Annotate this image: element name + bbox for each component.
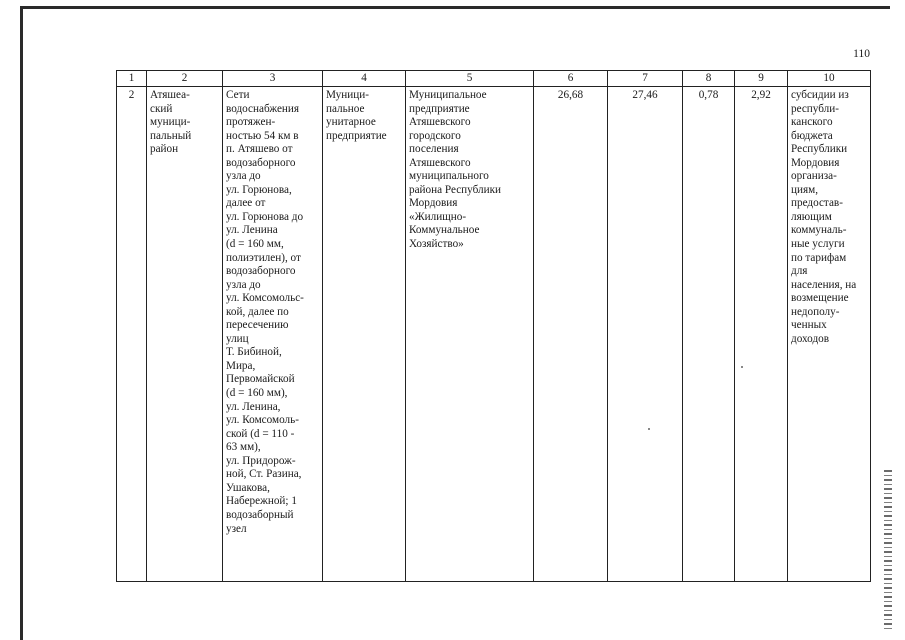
cell-text-line: возмещение	[791, 292, 849, 305]
cell-text-line: ченных	[791, 319, 827, 332]
cell-text-line: субсидии из	[791, 89, 849, 101]
cell-text-line: ул. Горюнова,	[226, 183, 292, 196]
cell-text-line: улиц	[226, 332, 249, 345]
cell-text-line: район	[150, 143, 179, 156]
cell-text-line: (d = 160 мм,	[226, 238, 284, 251]
cell-text-line: муници-	[150, 116, 191, 129]
cell-text-line: ул. Комсомольс-	[226, 292, 304, 305]
cell-text-line: далее от	[226, 197, 266, 210]
cell-text-line: (d = 160 мм),	[226, 387, 288, 400]
cell-text-line: Атяшеа-	[150, 89, 190, 101]
cell-text-line: узла до	[226, 278, 261, 291]
table-row	[117, 87, 871, 582]
cell-text-line: циям,	[791, 183, 818, 196]
cell-text-line: для	[791, 265, 808, 278]
header-cell-6: 6	[534, 71, 608, 87]
cell-text-line: ул. Горюнова до	[226, 210, 304, 223]
cell-text-line: предостав-	[791, 197, 843, 210]
cell-text-line: ул. Ленина,	[226, 400, 281, 413]
header-cell-1: 1	[117, 71, 147, 87]
cell-text-line: ностью 54 км в	[226, 129, 299, 142]
table-header-row	[117, 71, 871, 87]
cell-text-line: Набережной; 1	[226, 495, 297, 508]
cell-text-line: узла до	[226, 170, 261, 183]
cell-text-line: ул. Придорож-	[226, 454, 296, 467]
cell-text-line: Атяшевского	[409, 116, 471, 129]
cell-text-line: ул. Комсомоль-	[226, 414, 299, 427]
cell-text-line: предприятие	[409, 102, 470, 115]
cell-text-line: населения, на	[791, 278, 857, 291]
cell-text-line: водозаборного	[226, 156, 296, 169]
cell-text-line: ул. Ленина	[226, 224, 278, 237]
cell-text-line: пальное	[326, 102, 365, 115]
cell-text-line: ский	[150, 102, 173, 115]
cell-text-line: протяжен-	[226, 116, 276, 129]
cell-text-line: коммуналь-	[791, 224, 847, 237]
cell-text-line: водозаборный	[226, 508, 294, 521]
header-cell-7: 7	[608, 71, 683, 87]
cell-text-line: Ушакова,	[226, 481, 270, 494]
cell-text-line: полиэтилен), от	[226, 251, 301, 264]
cell-text-line: Первомайской	[226, 373, 295, 386]
scan-smudge	[648, 428, 650, 430]
cell-text-line: Атяшевского	[409, 156, 471, 169]
page-number: 110	[853, 48, 870, 60]
header-cell-10: 10	[788, 71, 871, 87]
cell-text-line: унитарное	[326, 116, 376, 129]
cell-text-line: водоснабжения	[226, 102, 300, 115]
scan-edge-artifact	[884, 470, 892, 630]
object-description-cell	[223, 87, 323, 582]
cell-text-line: водозаборного	[226, 265, 296, 278]
cell-text-line: предприятие	[326, 129, 387, 142]
district-cell	[147, 87, 223, 582]
cell-text-line: Республики	[791, 143, 848, 156]
cell-text-line: Муници-	[326, 89, 369, 101]
cell-text-line: Муниципальное	[409, 89, 487, 101]
value-cell-8: 0,78	[683, 87, 735, 582]
cell-text-line: доходов	[791, 332, 830, 345]
cell-text-line: пересечению	[226, 319, 289, 332]
cell-text-line: по тарифам	[791, 251, 847, 264]
cell-text-line: ляющим	[791, 210, 832, 223]
cell-text-line: Мордовия	[791, 156, 840, 169]
cell-text-line: узел	[226, 522, 247, 535]
row-number-cell: 2	[117, 87, 147, 582]
header-cell-4: 4	[323, 71, 406, 87]
cell-text-line: канского	[791, 116, 833, 129]
cell-text-line: Хозяйство»	[409, 238, 464, 251]
cell-text-line: ные услуги	[791, 238, 845, 251]
scan-border-top	[20, 6, 890, 9]
header-cell-3: 3	[223, 71, 323, 87]
cell-text-line: городского	[409, 129, 461, 142]
value-cell-9: 2,92	[735, 87, 788, 582]
cell-text-line: «Жилищно-	[409, 210, 467, 223]
scan-border-left	[20, 6, 23, 640]
value-cell-6: 26,68	[534, 87, 608, 582]
cell-text-line: Т. Бибиной,	[226, 346, 282, 359]
organization-type-cell	[323, 87, 406, 582]
cell-text-line: бюджета	[791, 129, 833, 142]
value-cell-7: 27,46	[608, 87, 683, 582]
header-cell-8: 8	[683, 71, 735, 87]
cell-text-line: Сети	[226, 89, 250, 101]
cell-text-line: кой, далее по	[226, 305, 289, 318]
data-table	[116, 70, 871, 582]
organization-name-cell	[406, 87, 534, 582]
cell-text-line: п. Атяшево от	[226, 143, 293, 156]
cell-text-line: Мордовия	[409, 197, 458, 210]
cell-text-line: ной, Ст. Разина,	[226, 468, 302, 481]
header-cell-9: 9	[735, 71, 788, 87]
cell-text-line: Мира,	[226, 359, 256, 372]
cell-text-line: муниципального	[409, 170, 489, 183]
cell-text-line: пальный	[150, 129, 192, 142]
funding-source-cell	[788, 87, 871, 582]
cell-text-line: ской (d = 110 -	[226, 427, 295, 440]
cell-text-line: недополу-	[791, 305, 840, 318]
cell-text-line: района Республики	[409, 183, 502, 196]
scan-smudge	[741, 366, 743, 368]
cell-text-line: поселения	[409, 143, 459, 156]
cell-text-line: Коммунальное	[409, 224, 480, 237]
header-cell-2: 2	[147, 71, 223, 87]
cell-text-line: республи-	[791, 102, 839, 115]
header-cell-5: 5	[406, 71, 534, 87]
cell-text-line: 63 мм),	[226, 441, 261, 454]
cell-text-line: организа-	[791, 170, 837, 183]
